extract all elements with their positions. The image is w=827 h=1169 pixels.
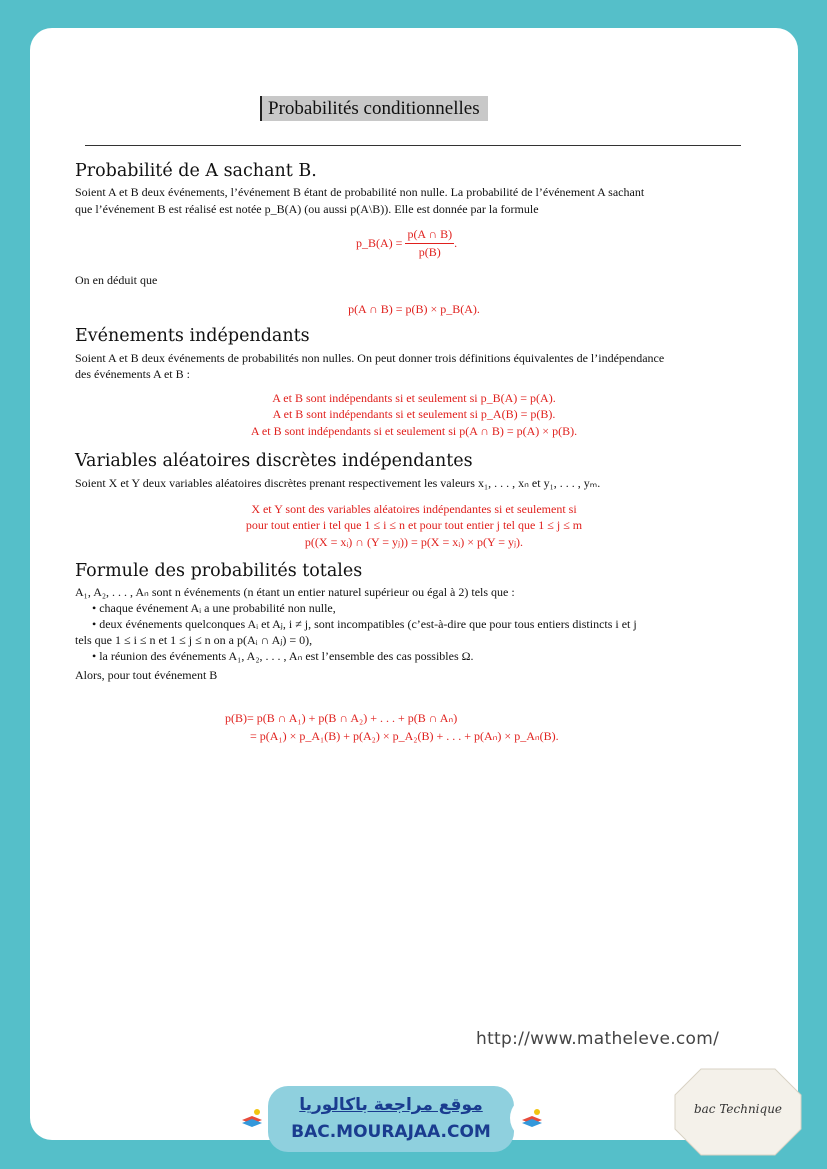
paragraph: que l’événement B est réalisé est notée p_B(A) (ou aussi p(A\B)). Elle est donnée par la formule	[75, 202, 539, 216]
list-item: • chaque événement Aᵢ a une probabilité non nulle,	[92, 601, 336, 615]
paragraph: On en déduit que	[75, 273, 158, 287]
list-item: • la réunion des événements A₁, A₂, . . . , Aₙ est l’ensemble des cas possibles Ω.	[92, 649, 474, 663]
formula-intersection: p(A ∩ B) = p(B) × p_B(A).	[348, 302, 480, 316]
title-divider	[85, 145, 741, 146]
stamp-text: bac Technique	[693, 1102, 783, 1116]
fraction-numerator: p(A ∩ B)	[405, 226, 454, 244]
statement-line-2: pour tout entier i tel que 1 ≤ i ≤ n et pour tout entier j tel que 1 ≤ j ≤ m	[245, 518, 583, 532]
paragraph: A₁, A₂, . . . , Aₙ sont n événements (n étant un entier naturel supérieur ou égal à 2) tels que :	[75, 585, 515, 599]
paragraph: Soient X et Y deux variables aléatoires discrètes prenant respectivement les valeurs x₁, . . . , xₙ et y₁, . . . , yₘ.	[75, 476, 601, 490]
document-page	[30, 28, 798, 1140]
formula-lhs: p_B(A) =	[356, 235, 403, 250]
paragraph: Alors, pour tout événement B	[75, 668, 218, 682]
statement-line-1: X et Y sont des variables aléatoires indépendantes si et seulement si	[251, 502, 577, 516]
paragraph: des événements A et B :	[75, 367, 190, 381]
definition-1: A et B sont indépendants si et seulement si p_B(A) = p(A).	[272, 391, 556, 405]
watermark-url: http://www.matheleve.com/	[476, 1029, 720, 1049]
banner-arabic-text: موقع مراجعة باكالوريا	[299, 1095, 483, 1115]
statement-line-3: p((X = xᵢ) ∩ (Y = yⱼ)) = p(X = xᵢ) × p(Y = yⱼ).	[304, 535, 524, 549]
site-banner[interactable]	[268, 1086, 514, 1152]
list-item: • deux événements quelconques Aᵢ et Aⱼ, i ≠ j, sont incompatibles (c’est-à-dire que pour tous entiers distincts i et j	[92, 617, 637, 631]
right-logo	[510, 1096, 554, 1140]
fraction	[405, 226, 454, 260]
definition-3: A et B sont indépendants si et seulement si p(A ∩ B) = p(A) × p(B).	[250, 424, 578, 438]
banner-site-link[interactable]: BAC.MOURAJAA.COM	[291, 1122, 491, 1142]
bac-technique-stamp	[673, 1067, 803, 1157]
section-heading-independent: Evénements indépendants	[75, 326, 310, 346]
section-heading-conditional: Probabilité de A sachant B.	[75, 161, 317, 181]
section-heading-variables: Variables aléatoires discrètes indépendantes	[75, 451, 473, 471]
book-icon	[510, 1096, 554, 1140]
formula-conditional: p_B(A) = $\frac{p(A \cap B)}{p(B)}$ .	[356, 227, 458, 259]
definition-2: A et B sont indépendants si et seulement si p_A(B) = p(B).	[272, 407, 556, 421]
page-title: Probabilités conditionnelles	[260, 96, 488, 121]
section-heading-total: Formule des probabilités totales	[75, 561, 363, 581]
paragraph: Soient A et B deux événements, l’événement B étant de probabilité non nulle. La probabilité de l’événement A sachant	[75, 185, 645, 199]
total-formula-line-1: p(B)= p(B ∩ A₁) + p(B ∩ A₂) + . . . + p(B ∩ Aₙ)	[225, 711, 458, 725]
fraction-denominator: p(B)	[418, 244, 441, 259]
paragraph: Soient A et B deux événements de probabilités non nulles. On peut donner trois définitions équivalentes de l’indépendance	[75, 351, 665, 365]
total-formula-line-2: = p(A₁) × p_A₁(B) + p(A₂) × p_A₂(B) + . . . + p(Aₙ) × p_Aₙ(B).	[250, 729, 559, 743]
list-item-continuation: tels que 1 ≤ i ≤ n et 1 ≤ j ≤ n on a p(Aᵢ ∩ Aⱼ) = 0),	[75, 633, 313, 647]
